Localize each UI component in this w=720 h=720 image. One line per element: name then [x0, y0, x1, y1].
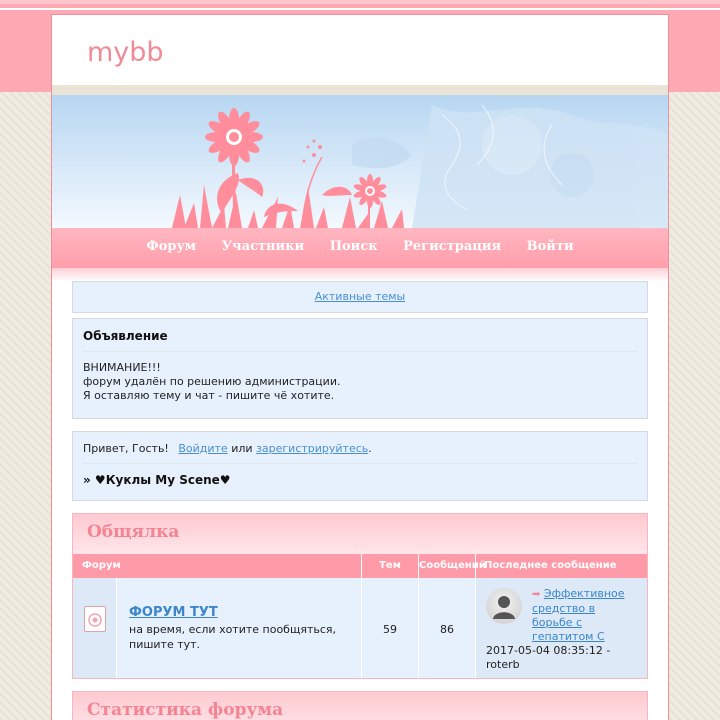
- col-topics: Тем: [362, 554, 419, 578]
- announcement-box: [72, 318, 648, 419]
- arrow-right-icon: ➡: [532, 589, 541, 600]
- active-topics-box: [72, 281, 648, 313]
- register-link[interactable]: зарегистрируйтесь: [256, 442, 369, 455]
- divider: [83, 463, 637, 464]
- breadcrumb[interactable]: » ♥Куклы My Scene♥: [83, 473, 231, 487]
- site-logo[interactable]: mybb: [87, 37, 164, 68]
- main-nav: [52, 228, 668, 268]
- forum-posts-count: 86: [419, 578, 476, 678]
- nav-forum[interactable]: Форум: [146, 239, 197, 254]
- col-last-post: Последнее сообщение: [484, 560, 617, 571]
- header-banner: [52, 85, 668, 228]
- forum-row: [73, 578, 647, 678]
- category-title: Общялка: [73, 514, 647, 554]
- divider: [83, 351, 637, 352]
- category-block: [72, 513, 648, 679]
- stats-title: Статистика форума: [73, 692, 647, 720]
- greeting-or: или: [231, 442, 253, 455]
- announcement-line: ВНИМАНИЕ!!!: [83, 361, 161, 374]
- forum-description: на время, если хотите пообщяться, пишите тут.: [129, 623, 336, 651]
- active-topics-link[interactable]: Активные темы: [314, 290, 406, 303]
- forum-table-header: [73, 554, 647, 578]
- nav-members[interactable]: Участники: [221, 239, 305, 254]
- greeting-line: [83, 442, 637, 455]
- last-post-link[interactable]: Эффективное средство в борьбе с гепатитом С: [532, 587, 625, 643]
- forum-topics-count: 59: [362, 578, 419, 678]
- page-wrapper: [51, 14, 669, 720]
- forum-status-icon: [84, 606, 106, 632]
- header-stripe: [0, 8, 720, 10]
- announcement-line: форум удалён по решению администрации.: [83, 375, 341, 388]
- guest-greeting-box: [72, 431, 648, 501]
- nav-login[interactable]: Войти: [526, 239, 574, 254]
- greeting-text: Привет, Гость!: [83, 442, 169, 455]
- login-link[interactable]: Войдите: [178, 442, 228, 455]
- forum-icon-cell: [73, 578, 117, 678]
- last-post-date: 2017-05-04 08:35:12 -: [486, 644, 611, 657]
- forum-info-cell: [117, 578, 362, 678]
- col-forum: Форум: [73, 554, 362, 578]
- announcement-text: [83, 361, 637, 403]
- announcement-line: Я оставляю тему и чат - пишите чё хотите.: [83, 389, 335, 402]
- forum-title-link[interactable]: ФОРУМ ТУТ: [129, 605, 218, 620]
- nav-search[interactable]: Поиск: [329, 239, 378, 254]
- stats-block: [72, 691, 648, 720]
- last-post-info: [532, 587, 639, 644]
- last-post-author: roterb: [486, 658, 520, 671]
- announcement-title: Объявление: [83, 329, 168, 343]
- flower-banner-graphic: [52, 85, 668, 228]
- nav-register[interactable]: Регистрация: [403, 239, 502, 254]
- user-avatar-icon[interactable]: [486, 588, 522, 624]
- forum-last-post-cell: [476, 578, 647, 678]
- col-posts: Сообщений: [419, 554, 476, 578]
- nav-shadow: [52, 268, 668, 282]
- greeting-dot: .: [368, 442, 372, 455]
- logo-area: [52, 15, 668, 85]
